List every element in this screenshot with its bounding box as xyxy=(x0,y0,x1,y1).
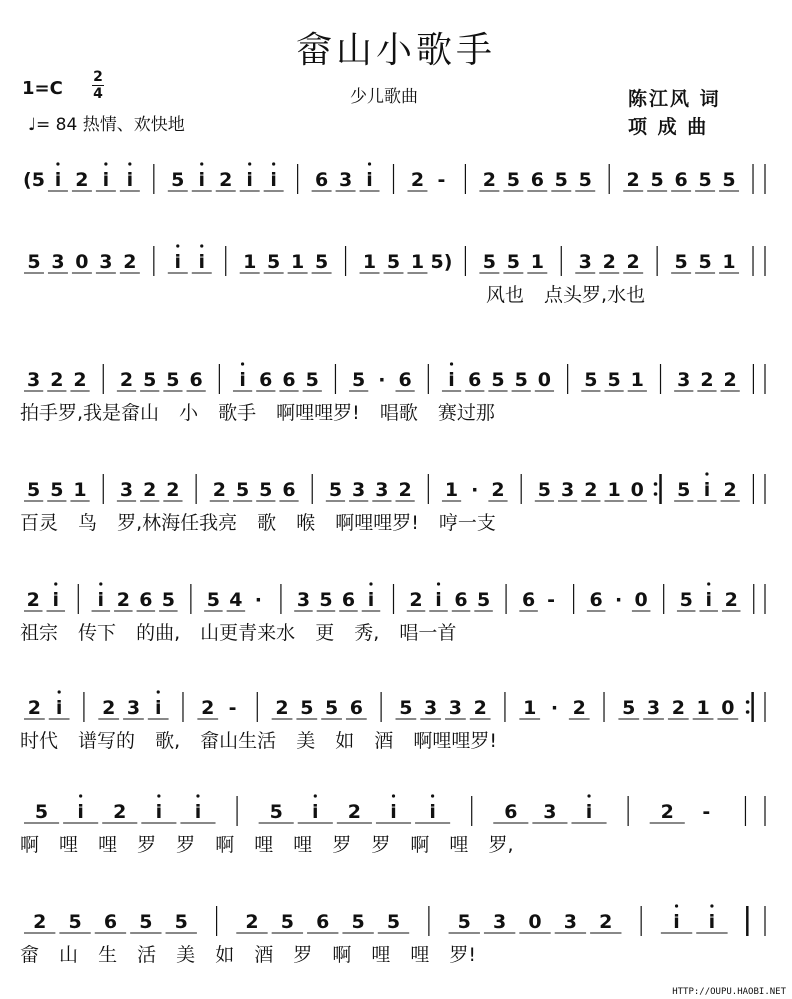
note: 6 xyxy=(530,169,544,191)
note: · xyxy=(254,589,263,611)
note: 1 xyxy=(523,697,537,719)
high-octave-dot xyxy=(248,162,251,165)
time-signature-bottom: 4 xyxy=(93,86,103,102)
note: 3 xyxy=(543,801,557,823)
high-octave-dot xyxy=(272,162,275,165)
note: 0 xyxy=(630,479,644,501)
note: 2 xyxy=(201,697,215,719)
staff-line xyxy=(0,150,792,210)
note: (5 xyxy=(23,169,45,191)
note: 5 xyxy=(491,369,505,391)
note: - xyxy=(228,697,237,719)
note: 5 xyxy=(235,479,250,501)
note: i xyxy=(174,251,182,273)
note: 6 xyxy=(349,697,363,719)
note: 3 xyxy=(424,697,438,719)
note: · xyxy=(378,369,386,391)
note: i xyxy=(239,369,246,391)
note: 5 xyxy=(679,589,693,611)
note: 0 xyxy=(75,251,89,273)
note: 5 xyxy=(674,251,688,273)
note: 6 xyxy=(316,911,330,933)
note: 3 xyxy=(375,479,389,501)
note: 2 xyxy=(572,697,586,719)
note: 5 xyxy=(351,911,365,933)
note: 0 xyxy=(528,911,542,933)
note: i xyxy=(246,169,253,191)
note: 0 xyxy=(634,589,648,611)
note: 2 xyxy=(123,251,137,273)
repeat-dot xyxy=(746,700,750,704)
note: 5 xyxy=(206,589,220,611)
note: 6 xyxy=(341,589,356,611)
note: i xyxy=(673,911,680,933)
note: 3 xyxy=(51,251,65,273)
note: 5 xyxy=(26,479,41,501)
note: 3 xyxy=(677,369,691,391)
note: 5 xyxy=(267,251,281,273)
note: 2 xyxy=(723,369,737,391)
note: 3 xyxy=(119,479,134,501)
note: 2 xyxy=(660,801,674,823)
note: 1 xyxy=(630,369,644,391)
note: 5 xyxy=(324,697,339,719)
repeat-dot xyxy=(654,492,658,496)
note: i xyxy=(126,169,134,191)
note: i xyxy=(312,801,319,823)
note: 2 xyxy=(602,251,616,273)
note: 2 xyxy=(212,479,226,501)
note: 1 xyxy=(444,479,459,501)
note: 5 xyxy=(386,911,401,933)
note: 3 xyxy=(26,369,41,391)
lyrics-line: 祖宗 传下 的曲, 山更青来水 更 秀, 唱一首 xyxy=(20,622,457,644)
high-octave-dot xyxy=(707,582,710,585)
high-octave-dot xyxy=(196,794,199,797)
note: 5 xyxy=(506,251,520,273)
note: 6 xyxy=(282,369,296,391)
note: 5 xyxy=(698,169,712,191)
quarter-note-icon: ♩ xyxy=(28,115,37,135)
note: 2 xyxy=(26,589,40,611)
note: 3 xyxy=(99,251,113,273)
note: 1 xyxy=(530,251,544,273)
note: i xyxy=(77,801,84,823)
note: 6 xyxy=(454,589,468,611)
high-octave-dot xyxy=(675,904,678,907)
note: 3 xyxy=(126,697,141,719)
note: 5 xyxy=(578,169,592,191)
note: 1 xyxy=(243,251,257,273)
note: 2 xyxy=(27,697,42,719)
note: i xyxy=(155,801,163,823)
note: 2 xyxy=(409,589,423,611)
key-signature: 1=C xyxy=(22,78,63,99)
note: 2 xyxy=(143,479,157,501)
note: 5 xyxy=(537,479,552,501)
note: 5 xyxy=(698,251,712,273)
note: 2 xyxy=(599,911,613,933)
note: 2 xyxy=(347,801,362,823)
note: 5 xyxy=(171,169,185,191)
note: i xyxy=(54,169,62,191)
note: i xyxy=(705,589,712,611)
note: i xyxy=(198,169,206,191)
note: 2 xyxy=(723,479,737,501)
high-octave-dot xyxy=(176,244,179,247)
note: · xyxy=(615,589,623,611)
note: 5 xyxy=(139,911,153,933)
note: 5 xyxy=(259,479,273,501)
high-octave-dot xyxy=(705,472,708,475)
lyrics-line: 拍手罗,我是畲山 小 歌手 啊哩哩罗! 唱歌 赛过那 xyxy=(20,402,495,424)
high-octave-dot xyxy=(368,162,371,165)
note: i xyxy=(55,697,63,719)
note: 5 xyxy=(314,251,329,273)
note: 5 xyxy=(607,369,621,391)
note: 2 xyxy=(33,911,47,933)
note: 6 xyxy=(468,369,482,391)
high-octave-dot xyxy=(54,582,57,585)
note: 3 xyxy=(338,169,353,191)
note: 2 xyxy=(584,479,598,501)
note: 2 xyxy=(626,251,640,273)
note: 0 xyxy=(537,369,552,391)
note: i xyxy=(97,589,105,611)
note: 3 xyxy=(352,479,366,501)
note: 6 xyxy=(314,169,329,191)
note: 5 xyxy=(482,251,496,273)
note: 2 xyxy=(700,369,714,391)
note: i xyxy=(367,589,375,611)
note: 2 xyxy=(245,911,259,933)
note: 2 xyxy=(473,697,487,719)
note: 3 xyxy=(296,589,311,611)
note: 5 xyxy=(300,697,314,719)
note: 2 xyxy=(491,479,505,501)
note: i xyxy=(154,697,162,719)
note: 3 xyxy=(646,697,661,719)
note: 2 xyxy=(116,589,130,611)
note: 3 xyxy=(578,251,592,273)
note: 2 xyxy=(398,479,412,501)
note: 5 xyxy=(722,169,736,191)
high-octave-dot xyxy=(431,794,434,797)
note: 5 xyxy=(650,169,664,191)
high-octave-dot xyxy=(200,244,203,247)
note: 1 xyxy=(291,251,305,273)
staff-notation xyxy=(0,150,792,210)
song-subtitle: 少儿歌曲 xyxy=(350,87,418,107)
note: 5 xyxy=(68,911,82,933)
note: - xyxy=(547,589,556,611)
note: 5 xyxy=(269,801,283,823)
note: 2 xyxy=(75,169,89,191)
note: 2 xyxy=(275,697,289,719)
note: 5 xyxy=(280,911,294,933)
high-octave-dot xyxy=(128,162,131,165)
note: 5 xyxy=(386,251,401,273)
note: 1 xyxy=(607,479,621,501)
high-octave-dot xyxy=(437,582,440,585)
high-octave-dot xyxy=(104,162,107,165)
note: 5 xyxy=(161,589,175,611)
lyrics-line: 时代 谱写的 歌, 畲山生活 美 如 酒 啊哩哩罗! xyxy=(20,730,497,752)
note: 6 xyxy=(259,369,273,391)
note: 6 xyxy=(189,369,203,391)
note: i xyxy=(708,911,716,933)
lyrics-line: 啊 哩 哩 罗 罗 啊 哩 哩 罗 罗 啊 哩 罗, xyxy=(20,834,514,856)
note: 5 xyxy=(328,479,343,501)
high-octave-dot xyxy=(157,794,160,797)
lyricist-credit: 陈江风 词 xyxy=(628,88,721,110)
high-octave-dot xyxy=(58,690,61,693)
note: 1 xyxy=(73,479,87,501)
note: 5 xyxy=(514,369,528,391)
lyrics-line: 畲 山 生 活 美 如 酒 罗 啊 哩 哩 罗! xyxy=(20,944,477,966)
note: 5 xyxy=(677,479,691,501)
song-title: 畲山小歌手 xyxy=(295,30,496,71)
high-octave-dot xyxy=(314,794,317,797)
high-octave-dot xyxy=(241,362,244,365)
note: 5 xyxy=(50,479,64,501)
note: 5 xyxy=(166,369,180,391)
note: 6 xyxy=(398,369,412,391)
note: 6 xyxy=(103,911,118,933)
note: 2 xyxy=(671,697,685,719)
note: i xyxy=(270,169,277,191)
note: 6 xyxy=(282,479,296,501)
note: 5 xyxy=(34,801,49,823)
note: i xyxy=(52,589,60,611)
note: 5 xyxy=(554,169,568,191)
note: 4 xyxy=(229,589,243,611)
high-octave-dot xyxy=(710,904,713,907)
note: i xyxy=(102,169,110,191)
high-octave-dot xyxy=(450,362,453,365)
note: 2 xyxy=(113,801,127,823)
lyrics-line: 百灵 鸟 罗,林海任我亮 歌 喉 啊哩哩罗! 哼一支 xyxy=(20,512,496,534)
note: 2 xyxy=(410,169,425,191)
high-octave-dot xyxy=(157,690,160,693)
note: 2 xyxy=(50,369,64,391)
note: i xyxy=(198,251,206,273)
time-signature xyxy=(92,70,104,101)
note: 1 xyxy=(410,251,425,273)
repeat-dot xyxy=(654,482,658,486)
composer-credit: 项 成 曲 xyxy=(628,116,709,138)
note: 2 xyxy=(73,369,87,391)
note: i xyxy=(366,169,373,191)
site-watermark: HTTP://OUPU.HAOBI.NET xyxy=(672,987,786,997)
note: 6 xyxy=(589,589,603,611)
note: 5 xyxy=(622,697,636,719)
note: 5 xyxy=(476,589,491,611)
tempo-text: = 84 热情、欢快地 xyxy=(36,115,185,135)
note: 5 xyxy=(506,169,520,191)
time-signature-top: 2 xyxy=(93,69,103,85)
high-octave-dot xyxy=(392,794,395,797)
lyrics-line: 风也 点头罗,水也 xyxy=(486,284,646,306)
note: 5 xyxy=(399,697,413,719)
note: i xyxy=(194,801,202,823)
note: 3 xyxy=(561,479,575,501)
high-octave-dot xyxy=(369,582,372,585)
high-octave-dot xyxy=(200,162,203,165)
note: · xyxy=(471,479,479,501)
high-octave-dot xyxy=(56,162,59,165)
high-octave-dot xyxy=(99,582,102,585)
note: 6 xyxy=(504,801,518,823)
tempo-marking xyxy=(28,110,185,135)
note: 6 xyxy=(521,589,536,611)
note: · xyxy=(550,697,559,719)
note: - xyxy=(437,169,446,191)
note: 2 xyxy=(626,169,640,191)
note: 2 xyxy=(119,369,134,391)
note: 1 xyxy=(696,697,710,719)
note: 6 xyxy=(674,169,688,191)
note: 5 xyxy=(143,369,157,391)
note: 5 xyxy=(174,911,188,933)
note: 5 xyxy=(352,369,366,391)
note: 1 xyxy=(362,251,377,273)
note: 2 xyxy=(219,169,233,191)
note: 5 xyxy=(27,251,41,273)
high-octave-dot xyxy=(79,794,82,797)
note: i xyxy=(703,479,711,501)
note: i xyxy=(435,589,442,611)
note: 2 xyxy=(482,169,496,191)
note: i xyxy=(585,801,593,823)
note: i xyxy=(390,801,397,823)
note: i xyxy=(448,369,455,391)
note: 6 xyxy=(139,589,153,611)
note: 5 xyxy=(319,589,333,611)
note: 5 xyxy=(457,911,471,933)
note: - xyxy=(702,801,711,823)
note: 2 xyxy=(102,697,116,719)
note: 0 xyxy=(721,697,735,719)
note: 2 xyxy=(724,589,738,611)
repeat-dot xyxy=(746,710,750,714)
note: 3 xyxy=(493,911,507,933)
note: 2 xyxy=(166,479,180,501)
high-octave-dot xyxy=(587,794,590,797)
note: 3 xyxy=(448,697,463,719)
note: 5 xyxy=(584,369,598,391)
note: 5 xyxy=(305,369,319,391)
note: 5) xyxy=(430,251,453,273)
note: i xyxy=(429,801,436,823)
note: 1 xyxy=(722,251,736,273)
note: 3 xyxy=(563,911,578,933)
